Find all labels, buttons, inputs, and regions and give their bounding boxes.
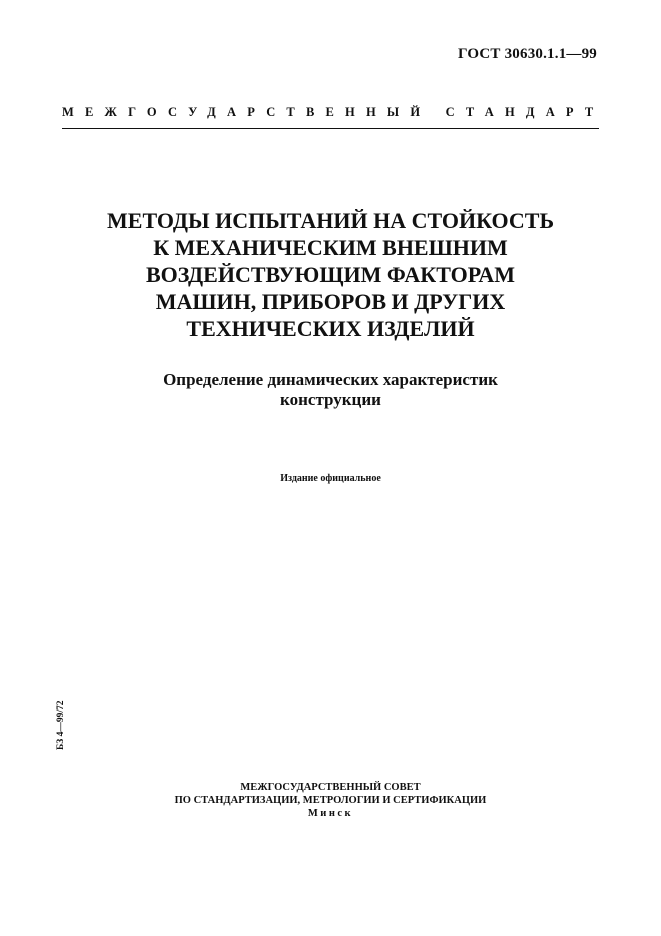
publisher-city: Минск [307, 808, 354, 819]
title-line: ВОЗДЕЙСТВУЮЩИМ ФАКТОРАМ [145, 262, 515, 287]
standard-type-heading: МЕЖГОСУДАРСТВЕННЫЙ СТАНДАРТ [62, 105, 605, 119]
subtitle-line: Определение динамических характеристик [163, 370, 498, 389]
document-title [0, 207, 661, 342]
title-line: ТЕХНИЧЕСКИХ ИЗДЕЛИЙ [186, 316, 475, 341]
side-catalog-code: БЗ 4—99/72 [56, 700, 66, 750]
publisher-line: МЕЖГОСУДАРСТВЕННЫЙ СОВЕТ [240, 782, 421, 793]
publisher-block [0, 781, 661, 820]
publisher-line: ПО СТАНДАРТИЗАЦИИ, МЕТРОЛОГИИ И СЕРТИФИКАЦИИ [174, 795, 487, 806]
document-subtitle [0, 370, 661, 410]
edition-note: Издание официальное [280, 473, 381, 484]
title-line: МЕТОДЫ ИСПЫТАНИЙ НА СТОЙКОСТЬ [107, 208, 554, 233]
document-code: ГОСТ 30630.1.1—99 [457, 46, 597, 62]
title-line: К МЕХАНИЧЕСКИМ ВНЕШНИМ [153, 235, 508, 260]
header-divider [62, 128, 599, 129]
subtitle-line: конструкции [280, 390, 381, 409]
title-line: МАШИН, ПРИБОРОВ И ДРУГИХ [155, 289, 506, 314]
